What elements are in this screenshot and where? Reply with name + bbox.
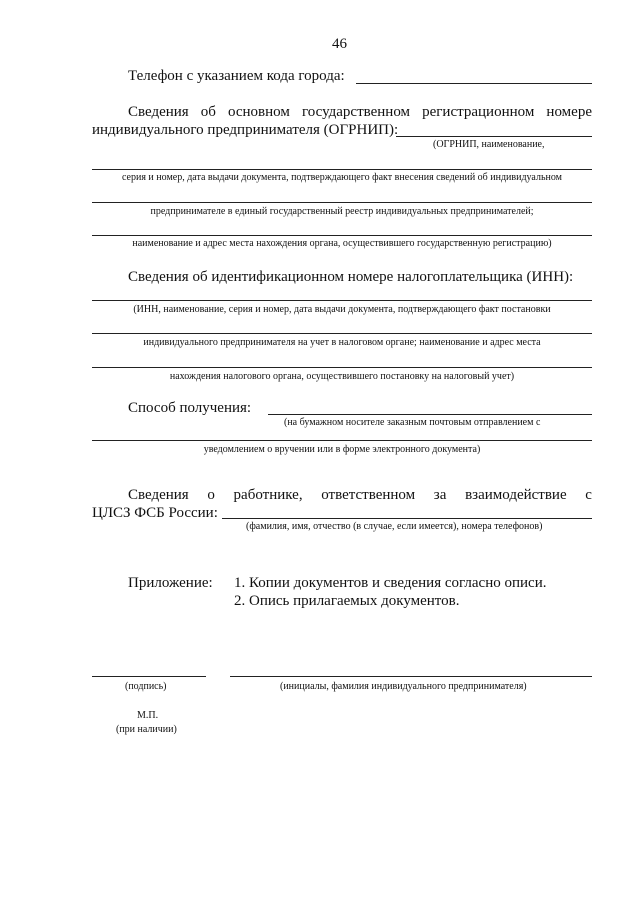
attachment-item-2: 2. Опись прилагаемых документов. [234,593,460,609]
employee-heading-line1 [128,488,592,503]
method-hint-2: уведомлением о вручении или в форме электронного документа) [203,444,481,455]
signature-hint: (подпись) [125,681,167,692]
employee-input-line [222,518,592,519]
ogrnip-word: основном [228,104,290,120]
employee-heading-line2: ЦЛСЗ ФСБ России: [92,505,218,521]
inn-hint-3: нахождения налогового органа, осуществившего постановку на налоговый учет) [169,371,515,382]
employee-hint: (фамилия, имя, отчество (в случае, если имеется), номера телефонов) [246,521,543,532]
ogrnip-heading-line2: индивидуального предпринимателя (ОГРНИП): [92,122,399,138]
ogrnip-word: номере [546,104,592,120]
page-number: 46 [332,36,347,52]
ogrnip-input-line [396,136,592,137]
employee-word: о [207,487,215,503]
inn-line-2 [92,333,592,334]
employee-word: Сведения [128,487,189,503]
ogrnip-word: государственном [301,104,411,120]
method-label: Способ получения: [128,400,252,416]
method-input-line [268,414,592,415]
employee-word: взаимодействие [465,487,567,503]
ogrnip-hint-4: наименование и адрес места нахождения органа, осуществившего государственную регистрацию) [132,238,552,249]
stamp-label: М.П. [137,710,159,721]
name-line [230,676,592,677]
employee-word: работнике, [233,487,303,503]
ogrnip-hint-2: серия и номер, дата выдачи документа, подтверждающего факт внесения сведений об индивидуальном [121,172,562,183]
ogrnip-hint-1: (ОГРНИП, наименование, [433,139,545,150]
ogrnip-line-3 [92,202,592,203]
inn-line-1 [92,300,592,301]
inn-line-3 [92,367,592,368]
phone-label: Телефон с указанием кода города: [128,68,345,84]
phone-input-line [356,83,592,84]
inn-hint-1: (ИНН, наименование, серия и номер, дата выдачи документа, подтверждающего факт постановки [133,304,551,315]
ogrnip-hint-3: предпринимателе в единый государственный реестр индивидуальных предпринимателей; [150,206,534,217]
ogrnip-word: Сведения [128,104,189,120]
method-line-2 [92,440,592,441]
stamp-hint: (при наличии) [116,724,177,735]
attachment-item-1: 1. Копии документов и сведения согласно описи. [234,575,547,591]
employee-word: ответственном [321,487,416,503]
ogrnip-line-2 [92,169,592,170]
employee-word: с [585,487,592,503]
employee-word: за [433,487,447,503]
ogrnip-word: об [200,104,216,120]
method-hint-1: (на бумажном носителе заказным почтовым отправлением с [284,417,541,428]
ogrnip-word: регистрационном [422,104,535,120]
attachment-label: Приложение: [128,575,213,591]
ogrnip-heading-line1 [128,105,592,120]
inn-hint-2: индивидуального предпринимателя на учет в налоговом органе; наименование и адрес места [143,337,541,348]
ogrnip-line-4 [92,235,592,236]
name-hint: (инициалы, фамилия индивидуального предпринимателя) [280,681,527,692]
inn-heading: Сведения об идентификационном номере налогоплательщика (ИНН): [128,269,574,285]
signature-line [92,676,206,677]
